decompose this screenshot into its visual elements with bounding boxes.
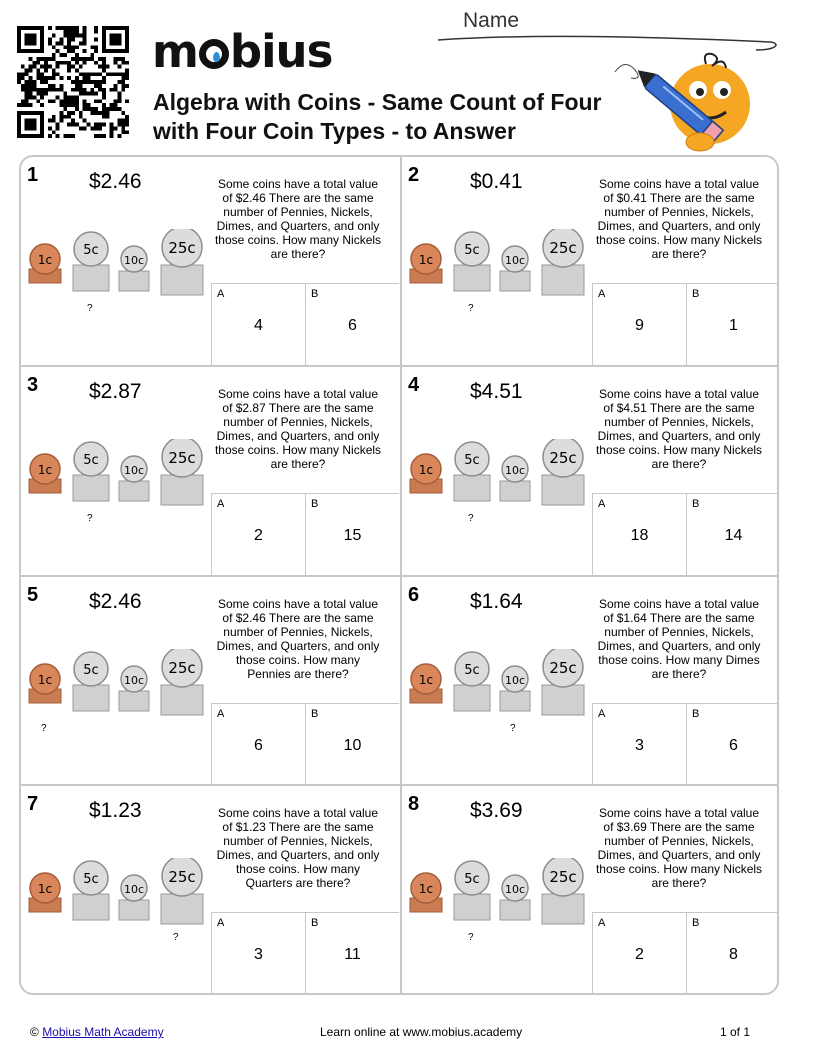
quarter-label: 25c [549, 868, 577, 886]
name-label: Name [463, 9, 520, 32]
answer-choice-b[interactable] [686, 283, 779, 365]
answer-choice-a[interactable] [592, 493, 686, 575]
choice-b-value: 6 [348, 317, 357, 334]
dime-coin-icon [119, 875, 149, 920]
problem-amount: $3.69 [470, 799, 523, 822]
quarter-coin-icon [542, 229, 584, 295]
nickel-coin-icon [454, 232, 490, 291]
quarter-coin-icon [161, 649, 203, 715]
answer-choice-b[interactable] [305, 283, 399, 365]
nickel-coin-icon [73, 442, 109, 501]
nickel-label: 5c [464, 243, 480, 258]
unknown-marker: ? [468, 932, 474, 943]
problem-amount: $1.23 [89, 799, 142, 822]
problem-cell [402, 577, 779, 785]
dime-coin-icon [500, 666, 530, 711]
problem-question: Some coins have a total value of $3.69 There are the same number of Pennies, Nickels, Dimes, and Quarters, and only those coins. How many Nickels are there? [595, 806, 763, 890]
problem-cell [21, 157, 399, 365]
mobius-academy-link[interactable]: Mobius Math Academy [42, 1025, 164, 1039]
mobius-logo: m bius [152, 25, 333, 78]
penny-label: 1c [418, 463, 434, 477]
choice-a-label: A [598, 917, 606, 929]
problem-number: 5 [27, 584, 39, 606]
penny-coin-icon [410, 244, 442, 283]
answer-choice-b[interactable] [686, 493, 779, 575]
answer-choice-a[interactable] [211, 493, 305, 575]
problem-question: Some coins have a total value of $2.46 There are the same number of Pennies, Nickels, Dimes, and Quarters, and only those coins. How many Pennies are there? [216, 597, 380, 681]
coin-stack-icons [408, 649, 588, 719]
quarter-label: 25c [168, 239, 196, 257]
penny-label: 1c [37, 673, 53, 687]
dime-label: 10c [504, 883, 526, 896]
nickel-coin-icon [454, 442, 490, 501]
choice-b-label: B [692, 708, 700, 720]
dime-label: 10c [123, 674, 145, 687]
nickel-coin-icon [73, 652, 109, 711]
coin-stack-icons [27, 858, 207, 928]
quarter-coin-icon [161, 858, 203, 924]
problem-question: Some coins have a total value of $2.46 There are the same number of Pennies, Nickels, Dimes, and Quarters, and only those coins. How many Nickels are there? [214, 177, 382, 261]
problem-number: 7 [27, 793, 39, 815]
nickel-coin-icon [73, 861, 109, 920]
choice-a-value: 4 [254, 317, 263, 334]
title-line-1: Algebra with Coins - Same Count of Four [153, 89, 602, 115]
answer-choice-a[interactable] [211, 912, 305, 994]
penny-coin-icon [29, 873, 61, 912]
choice-a-label: A [217, 498, 225, 510]
problem-amount: $2.87 [89, 380, 142, 403]
choice-a-value: 6 [254, 737, 263, 754]
dime-coin-icon [119, 666, 149, 711]
coin-stack-icons [408, 439, 588, 509]
quarter-label: 25c [549, 659, 577, 677]
choice-a-value: 2 [635, 946, 644, 963]
dime-label: 10c [123, 883, 145, 896]
choice-b-label: B [311, 917, 319, 929]
answer-choice-b[interactable] [305, 912, 399, 994]
dime-label: 10c [504, 254, 526, 267]
problem-number: 8 [408, 793, 420, 815]
nickel-coin-icon [73, 232, 109, 291]
problem-question: Some coins have a total value of $1.23 There are the same number of Pennies, Nickels, Dimes, and Quarters, and only those coins. How many Quarters are there? [216, 806, 380, 890]
choice-a-label: A [598, 708, 606, 720]
nickel-label: 5c [83, 872, 99, 887]
penny-coin-icon [29, 244, 61, 283]
choice-a-label: A [598, 288, 606, 300]
problem-amount: $2.46 [89, 170, 142, 193]
coin-stack-icons [27, 649, 207, 719]
answer-choice-b[interactable] [305, 493, 399, 575]
penny-label: 1c [37, 882, 53, 896]
choice-b-value: 8 [729, 946, 738, 963]
copyright-symbol: © [30, 1025, 39, 1039]
dime-coin-icon [119, 246, 149, 291]
choice-a-value: 2 [254, 527, 263, 544]
penny-label: 1c [37, 463, 53, 477]
coin-stack-icons [408, 858, 588, 928]
dime-label: 10c [123, 254, 145, 267]
logo-o-icon [199, 39, 229, 69]
quarter-coin-icon [542, 439, 584, 505]
problem-question: Some coins have a total value of $0.41 There are the same number of Pennies, Nickels, Dimes, and Quarters, and only those coins. How many Nickels are there? [595, 177, 763, 261]
page-title [153, 88, 602, 146]
choice-b-label: B [311, 288, 319, 300]
choice-a-label: A [217, 917, 225, 929]
quarter-label: 25c [168, 868, 196, 886]
problem-cell [21, 367, 399, 575]
choice-b-value: 15 [343, 527, 362, 544]
choice-a-value: 3 [254, 946, 263, 963]
qr-code [16, 26, 130, 138]
unknown-marker: ? [173, 932, 179, 943]
nickel-label: 5c [83, 243, 99, 258]
problem-amount: $1.64 [470, 590, 523, 613]
footer-copyright [30, 1025, 164, 1039]
choice-b-value: 6 [729, 737, 738, 754]
title-line-2: with Four Coin Types - to Answer [153, 118, 516, 144]
quarter-label: 25c [168, 659, 196, 677]
choice-a-value: 18 [630, 527, 649, 544]
problem-question: Some coins have a total value of $4.51 There are the same number of Pennies, Nickels, Dimes, and Quarters, and only those coins. How many Nickels are there? [595, 387, 763, 471]
unknown-marker: ? [468, 303, 474, 314]
penny-coin-icon [29, 454, 61, 493]
answer-choice-a[interactable] [592, 283, 686, 365]
choice-b-label: B [692, 917, 700, 929]
problem-number: 1 [27, 164, 39, 186]
quarter-coin-icon [542, 649, 584, 715]
answer-choice-b[interactable] [686, 912, 779, 994]
choice-a-label: A [598, 498, 606, 510]
problem-question: Some coins have a total value of $1.64 There are the same number of Pennies, Nickels, Dimes, and Quarters, and only those coins. How many Dimes are there? [597, 597, 761, 681]
problem-amount: $2.46 [89, 590, 142, 613]
choice-a-value: 3 [635, 737, 644, 754]
problem-cell [402, 367, 779, 575]
problem-amount: $0.41 [470, 170, 523, 193]
answer-choice-a[interactable] [211, 283, 305, 365]
page-number: 1 of 1 [720, 1025, 751, 1039]
coin-stack-icons [27, 229, 207, 299]
nickel-label: 5c [83, 453, 99, 468]
coin-stack-icons [408, 229, 588, 299]
unknown-marker: ? [87, 513, 93, 524]
dime-coin-icon [119, 456, 149, 501]
unknown-marker: ? [41, 723, 47, 734]
nickel-label: 5c [464, 663, 480, 678]
choice-b-label: B [311, 498, 319, 510]
problem-number: 2 [408, 164, 420, 186]
dime-label: 10c [123, 464, 145, 477]
choice-b-value: 11 [344, 946, 361, 963]
problem-cell [402, 157, 779, 365]
answer-choice-a[interactable] [592, 912, 686, 994]
footer-center-text: Learn online at www.mobius.academy [320, 1025, 523, 1039]
nickel-label: 5c [464, 872, 480, 887]
problem-number: 4 [408, 374, 420, 396]
quarter-coin-icon [161, 439, 203, 505]
choice-b-value: 14 [724, 527, 743, 544]
problem-question: Some coins have a total value of $2.87 There are the same number of Pennies, Nickels, Dimes, and Quarters, and only those coins. How many Nickels are there? [214, 387, 382, 471]
quarter-label: 25c [549, 449, 577, 467]
problem-cell [21, 577, 399, 785]
choice-b-value: 1 [729, 317, 738, 334]
quarter-coin-icon [161, 229, 203, 295]
penny-coin-icon [410, 454, 442, 493]
problem-number: 3 [27, 374, 39, 396]
mascot-pencil-icon [610, 52, 760, 162]
problem-grid [19, 155, 779, 995]
coin-stack-icons [27, 439, 207, 509]
answer-choice-a[interactable] [592, 703, 686, 785]
answer-choice-b[interactable] [305, 703, 399, 785]
answer-choice-b[interactable] [686, 703, 779, 785]
penny-label: 1c [418, 253, 434, 267]
nickel-coin-icon [454, 861, 490, 920]
choice-b-label: B [692, 288, 700, 300]
quarter-coin-icon [542, 858, 584, 924]
problem-cell [402, 786, 779, 994]
penny-coin-icon [410, 873, 442, 912]
choice-a-label: A [217, 288, 225, 300]
dime-coin-icon [500, 456, 530, 501]
choice-b-value: 10 [343, 737, 362, 754]
quarter-label: 25c [549, 239, 577, 257]
problem-cell [21, 786, 399, 994]
dime-coin-icon [500, 246, 530, 291]
penny-label: 1c [418, 673, 434, 687]
dime-label: 10c [504, 464, 526, 477]
penny-coin-icon [410, 664, 442, 703]
nickel-label: 5c [464, 453, 480, 468]
choice-b-label: B [692, 498, 700, 510]
answer-choice-a[interactable] [211, 703, 305, 785]
choice-a-label: A [217, 708, 225, 720]
dime-label: 10c [504, 674, 526, 687]
penny-label: 1c [37, 253, 53, 267]
quarter-label: 25c [168, 449, 196, 467]
choice-b-label: B [311, 708, 319, 720]
penny-label: 1c [418, 882, 434, 896]
unknown-marker: ? [87, 303, 93, 314]
problem-amount: $4.51 [470, 380, 523, 403]
nickel-label: 5c [83, 663, 99, 678]
unknown-marker: ? [510, 723, 516, 734]
problem-number: 6 [408, 584, 420, 606]
dime-coin-icon [500, 875, 530, 920]
unknown-marker: ? [468, 513, 474, 524]
choice-a-value: 9 [635, 317, 644, 334]
penny-coin-icon [29, 664, 61, 703]
nickel-coin-icon [454, 652, 490, 711]
